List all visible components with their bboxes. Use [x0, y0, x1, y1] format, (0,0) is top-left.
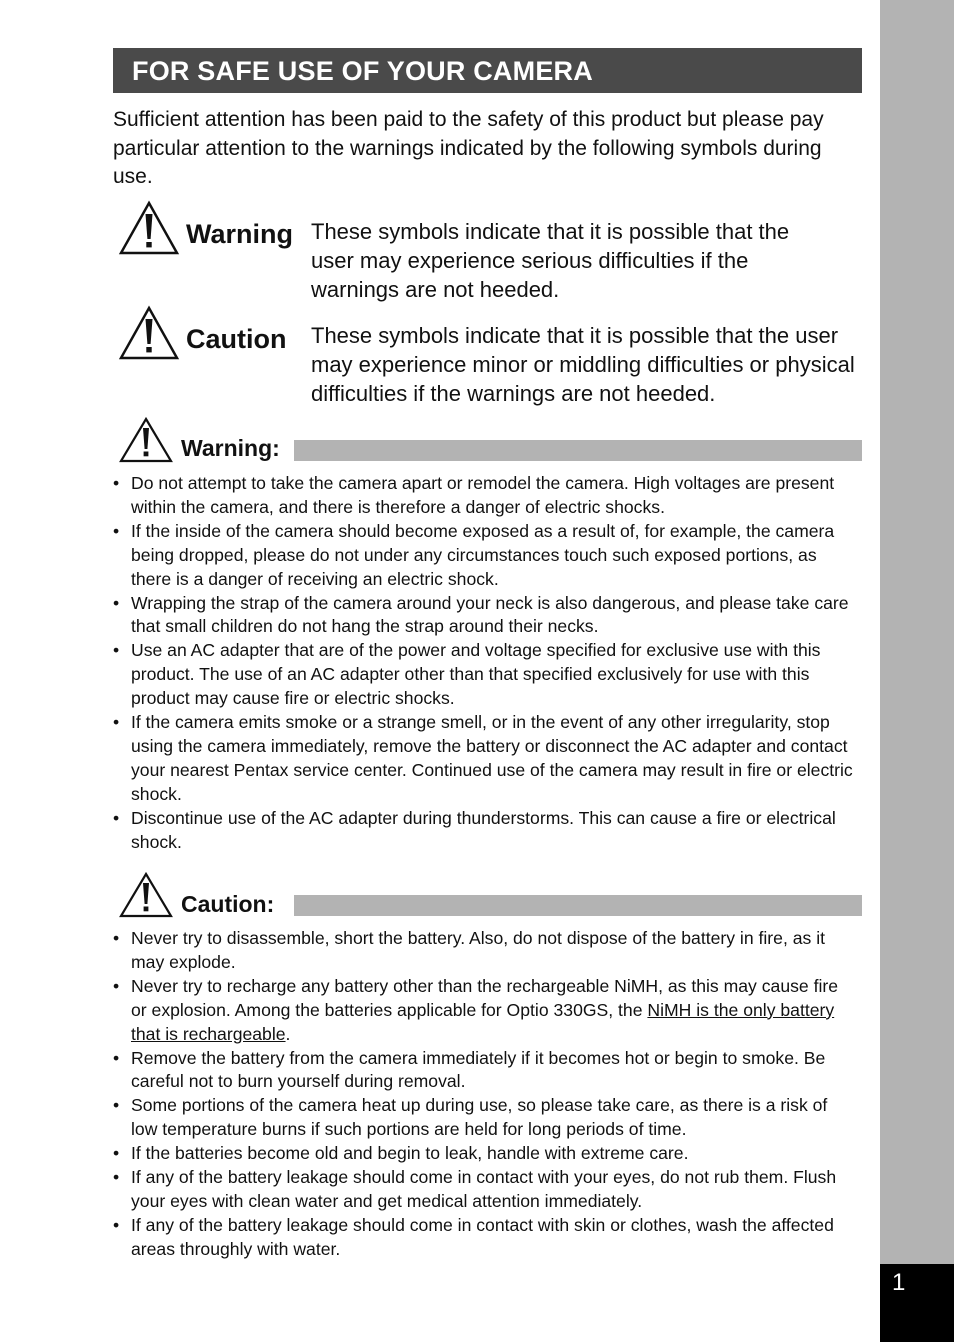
- page-number-tab: [880, 1264, 954, 1342]
- page-title: FOR SAFE USE OF YOUR CAMERA: [132, 56, 593, 86]
- warning-list: [113, 472, 858, 855]
- list-item: • If the inside of the camera should become exposed as a result of, for example, the camera being dropped, please do not under any circumstances touch such exposed portions, as there is a danger of receiving an electric shock.: [113, 520, 858, 592]
- list-item: • Do not attempt to take the camera apart or remodel the camera. High voltages are present within the camera, and there is therefore a danger of electric shocks.: [113, 472, 858, 520]
- list-item-recharge: [113, 975, 858, 1047]
- warning-section-header: [113, 416, 862, 466]
- list-item: • Remove the battery from the camera immediately if it becomes hot or begin to smoke. Be careful not to burn yourself during removal.: [113, 1047, 858, 1095]
- list-item: • Never try to disassemble, short the battery. Also, do not dispose of the battery in fire, as it may explode.: [113, 927, 858, 975]
- caution-section-triangle-icon: [118, 871, 174, 919]
- warning-symbol-label: Warning: [186, 219, 293, 249]
- warning-section-heading: Warning:: [181, 435, 280, 461]
- caution-list: [113, 927, 858, 1262]
- recharge-text: Never try to recharge any battery other than the rechargeable NiMH, as this may cause fire or explosion. Among the batteries applicable for Optio 330GS, the: [131, 975, 839, 1020]
- caution-symbol-row: [113, 305, 862, 405]
- warning-section-triangle-icon: [118, 416, 174, 464]
- caution-section-header: [113, 871, 862, 921]
- list-item: • If any of the battery leakage should come in contact with skin or clothes, wash the affected areas throughly with water.: [113, 1214, 858, 1262]
- recharge-end: .: [285, 1023, 291, 1044]
- list-item: • Wrapping the strap of the camera around your neck is also dangerous, and please take care that small children do not hang the strap around their necks.: [113, 592, 858, 640]
- caution-symbol-label: Caution: [186, 324, 287, 354]
- side-strip: [880, 0, 954, 1342]
- caution-section-bar: [294, 895, 862, 916]
- list-item: • If any of the battery leakage should come in contact with your eyes, do not rub them. Flush your eyes with clean water and get medical attention immediately.: [113, 1166, 858, 1214]
- list-item: • If the batteries become old and begin to leak, handle with extreme care.: [113, 1142, 858, 1166]
- list-item: • Some portions of the camera heat up during use, so please take care, as there is a risk of low temperature burns if such portions are held for long periods of time.: [113, 1094, 858, 1142]
- caution-section-heading: Caution:: [181, 891, 275, 917]
- list-item: • Use an AC adapter that are of the power and voltage specified for exclusive use with this product. The use of an AC adapter other than that specified exclusively for use with this product may cause fire or electric shocks.: [113, 639, 858, 711]
- recharge-underlined-text: NiMH is the only battery that is rechargeable: [131, 999, 835, 1044]
- warning-section-bar: [294, 440, 862, 461]
- list-item: • Discontinue use of the AC adapter during thunderstorms. This can cause a fire or electrical shock.: [113, 807, 858, 855]
- page-number: 1: [892, 1269, 906, 1296]
- warning-symbol-row: [113, 200, 862, 300]
- list-item: • If the camera emits smoke or a strange smell, or in the event of any other irregularity, stop using the camera immediately, remove the battery or disconnect the AC adapter and contact your nearest Pentax service center. Continued use of the camera may result in fire or electric shock.: [113, 711, 858, 807]
- warning-symbol-description: These symbols indicate that it is possible that the user may experience serious difficulties if the warnings are not heeded.: [311, 219, 790, 302]
- intro-paragraph: Sufficient attention has been paid to the safety of this product but please pay particular attention to the warnings indicated by the following symbols during use.: [113, 108, 824, 188]
- caution-symbol-description: These symbols indicate that it is possible that the user may experience minor or middling difficulties or physical difficulties if the warnings are not heeded.: [311, 323, 855, 406]
- warning-triangle-icon: [118, 200, 180, 256]
- title-bar: [113, 48, 862, 93]
- caution-triangle-icon: [118, 305, 180, 361]
